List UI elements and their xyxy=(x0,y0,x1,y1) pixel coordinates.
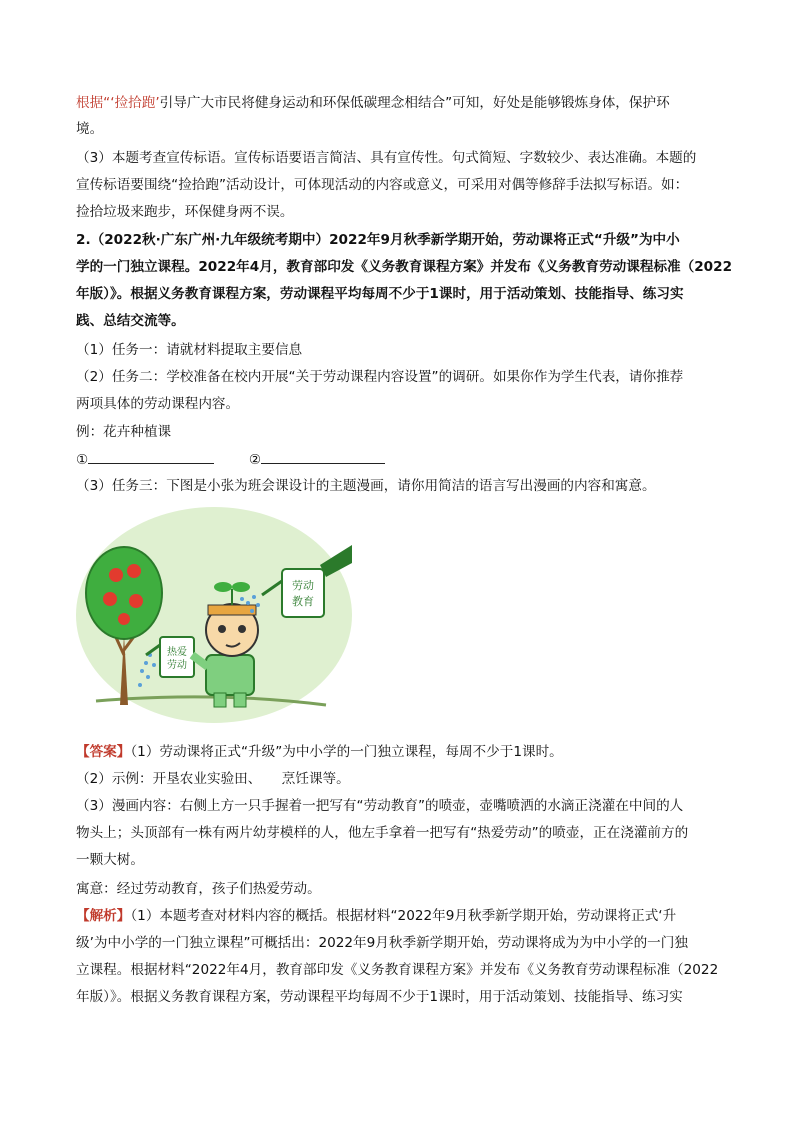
quote-open: 根据“ xyxy=(76,95,111,111)
q1-part3-line-1: （3）本题考查宣传标语。宣传标语要语言简洁、具有宣传性。句式简短、字数较少、表达准确。本题的 xyxy=(76,150,697,166)
apple-icon xyxy=(127,564,141,578)
q1-part3-line-3: 捡拾垃圾来跑步，环保健身两不误。 xyxy=(76,204,294,220)
analysis-line-2: 级’为中小学的一门独立课程”可概括出：2022年9月秋季新学期开始，劳动课将成为为中小学的一门独 xyxy=(76,935,688,951)
blank-2-label: ② xyxy=(248,452,262,468)
apple-icon xyxy=(109,568,123,582)
answer-line-2: （2）示例：开垦农业实验田、 烹饪课等。 xyxy=(76,771,350,787)
task-3: （3）任务三：下图是小张为班会课设计的主题漫画，请你用简洁的语言写出漫画的内容和寓意。 xyxy=(76,478,656,494)
apple-icon xyxy=(103,592,117,606)
analysis-line-1 xyxy=(76,906,676,926)
blank-2-line[interactable] xyxy=(261,449,385,464)
cartoon-illustration xyxy=(76,505,352,723)
intro-line-1 xyxy=(76,93,670,113)
answer-line-4: 物头上；头顶部有一株有两片幼芽模样的人，他左手拿着一把写有“热爱劳动”的喷壶，正在浇灌前方的 xyxy=(76,825,689,841)
answer-line-3: （3）漫画内容：右侧上方一只手握着一把写有“劳动教育”的喷壶，壶嘴喷洒的水滴正浇灌在中间的人 xyxy=(76,798,684,814)
q2-stem-line-1: 2.（2022秋·广东广州·九年级统考期中）2022年9月秋季新学期开始，劳动课将正式“升级”为中小 xyxy=(76,232,680,248)
blank-1-line[interactable] xyxy=(88,449,214,464)
blank-1-label: ① xyxy=(76,452,89,468)
quoted-term: ‘捡拾跑’ xyxy=(110,95,160,111)
intro-text: 引导广大市民将健身运动和环保低碳理念相结合”可知，好处是能够锻炼身体，保护环 xyxy=(159,95,670,111)
apple-icon xyxy=(129,594,143,608)
can-right-label-2: 教育 xyxy=(292,595,314,608)
can-left-label-1: 热爱 xyxy=(167,647,187,658)
answer-blanks xyxy=(76,449,385,470)
example-line: 例：花卉种植课 xyxy=(76,424,172,440)
analysis-line-4: 年版）》。根据义务教育课程方案，劳动课程平均每周不少于1课时，用于活动策划、技能指导、练习实 xyxy=(76,989,683,1005)
intro-line-2: 境。 xyxy=(76,121,104,137)
q2-stem-line-4: 践、总结交流等。 xyxy=(76,313,185,329)
answer-1: （1）劳动课将正式“升级”为中小学的一门独立课程，每周不少于1课时。 xyxy=(130,744,563,760)
analysis-line-3: 立课程。根据材料“2022年4月，教育部印发《义务教育课程方案》并发布《义务教育劳动课程标准（2022 xyxy=(76,962,719,978)
task-2-line-2: 两项具体的劳动课程内容。 xyxy=(76,396,240,412)
task-1: （1）任务一：请就材料提取主要信息 xyxy=(76,342,303,358)
analysis-tag: 【解析】 xyxy=(76,908,131,924)
analysis-1: （1）本题考查对材料内容的概括。根据材料“2022年9月秋季新学期开始，劳动课将正式‘升 xyxy=(130,908,677,924)
q2-stem-line-3: 年版）》。根据义务教育课程方案，劳动课程平均每周不少于1课时，用于活动策划、技能指导、练习实 xyxy=(76,286,684,302)
answer-line-1 xyxy=(76,742,563,762)
can-left-label-2: 劳动 xyxy=(167,660,187,671)
answer-tag: 【答案】 xyxy=(76,744,131,760)
task-2-line-1: （2）任务二：学校准备在校内开展“关于劳动课程内容设置”的调研。如果你作为学生代表，请你推荐 xyxy=(76,369,684,385)
can-right-label-1: 劳动 xyxy=(292,579,314,592)
answer-line-5: 一颗大树。 xyxy=(76,852,144,868)
answer-meaning: 寓意：经过劳动教育，孩子们热爱劳动。 xyxy=(76,881,321,897)
q2-stem-line-2: 学的一门独立课程。2022年4月，教育部印发《义务教育课程方案》并发布《义务教育劳动课程标准（2022 xyxy=(76,259,733,275)
q1-part3-line-2: 宣传标语要围绕“捡拾跑”活动设计，可体现活动的内容或意义，可采用对偶等修辞手法拟写标语。如： xyxy=(76,177,689,193)
apple-icon xyxy=(118,613,130,625)
